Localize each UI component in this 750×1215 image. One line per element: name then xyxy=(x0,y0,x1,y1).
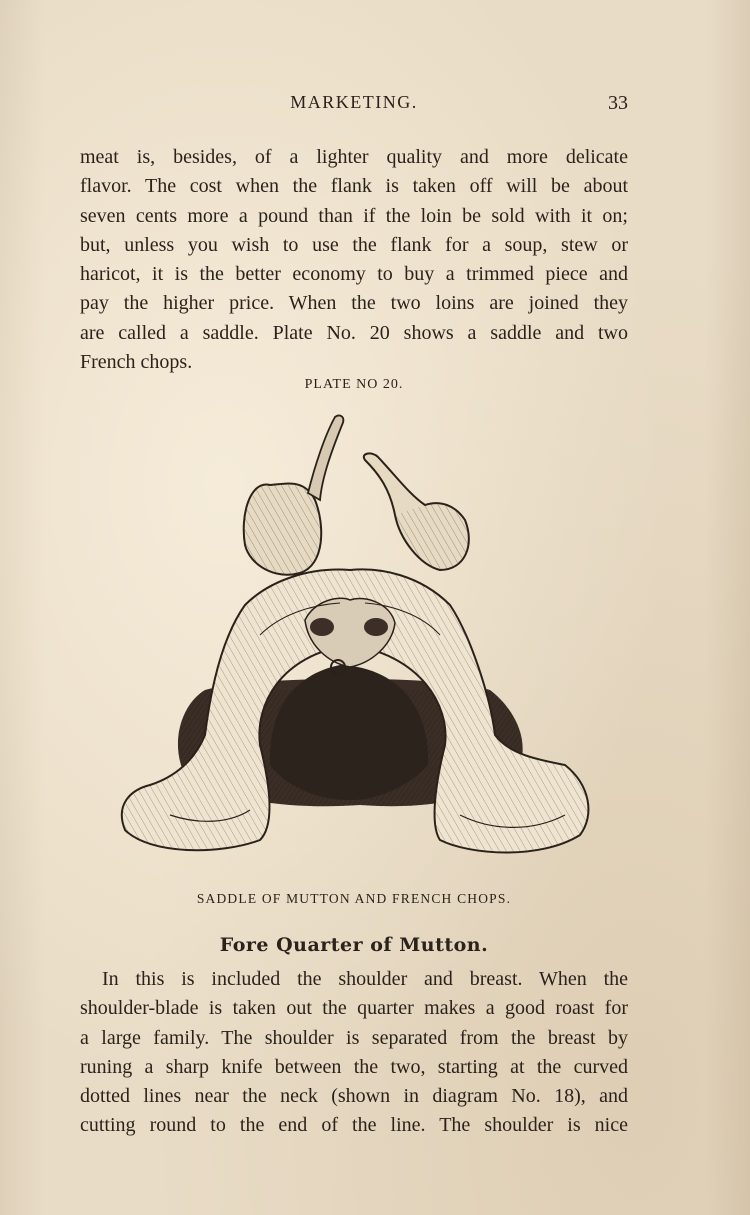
text-line: cutting round to the end of the line. The shoulder is nice xyxy=(80,1114,628,1137)
text-line: dotted lines near the neck (shown in diagram No. 18), and xyxy=(80,1085,628,1108)
section-heading: Fore Quarter of Mutton. xyxy=(219,934,489,956)
body-paragraph-1 xyxy=(80,143,628,377)
body-paragraph-2 xyxy=(80,965,628,1141)
plate-label: PLATE NO 20. xyxy=(304,377,404,392)
text-line: flavor. The cost when the flank is taken off will be about xyxy=(80,175,628,198)
text-line: shoulder-blade is taken out the quarter makes a good roast for xyxy=(80,997,628,1020)
text-line: French chops. xyxy=(80,351,193,374)
text-line: seven cents more a pound than if the loin be sold with it on; xyxy=(80,204,628,227)
text-line: runing a sharp knife between the two, starting at the curved xyxy=(80,1055,628,1078)
text-line: In this is included the shoulder and breast. When the xyxy=(102,968,628,990)
page-header xyxy=(80,92,628,122)
text-line: pay the higher price. When the two loins are joined they xyxy=(80,292,628,315)
text-line: a large family. The shoulder is separated from the breast by xyxy=(80,1026,628,1049)
text-line: meat is, besides, of a lighter quality and more delicate xyxy=(80,146,628,168)
text-line: are called a saddle. Plate No. 20 shows a saddle and two xyxy=(80,321,628,344)
text-line: but, unless you wish to use the flank for a soup, stew or xyxy=(80,233,628,256)
plate-caption: SADDLE OF MUTTON AND FRENCH CHOPS. xyxy=(196,891,512,906)
running-head: MARKETING. xyxy=(290,92,418,112)
page-number: 33 xyxy=(608,92,628,114)
saddle-of-mutton-engraving xyxy=(110,405,600,875)
text-line: haricot, it is the better economy to buy a trimmed piece and xyxy=(80,263,628,286)
